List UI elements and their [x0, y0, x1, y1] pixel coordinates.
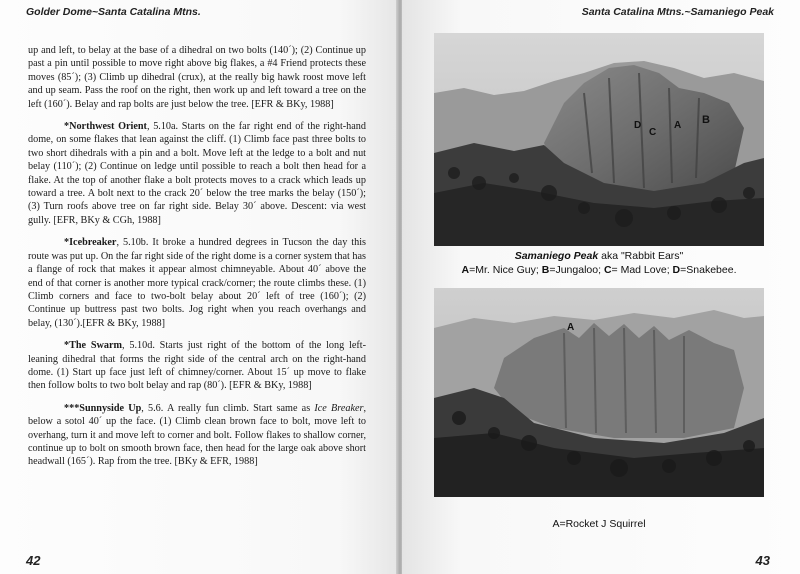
route-name: *The Swarm [64, 340, 123, 352]
photo1-caption-key [434, 264, 764, 276]
route-name: *Icebreaker [64, 237, 117, 249]
key-sep: = [611, 264, 621, 276]
route-reference: Ice Breaker [314, 402, 364, 414]
photo2-caption: A=Rocket J Squirrel [552, 518, 646, 530]
photo1-label-a: A [674, 120, 682, 131]
peak-name: Samaniego Peak [514, 250, 599, 262]
photo1-label-b: B [702, 114, 710, 126]
photo1-caption-title [434, 250, 764, 262]
peak-aka: aka "Rabbit Ears" [598, 250, 684, 262]
photo-samaniego-peak [434, 33, 764, 246]
route-text-continued: , below a sotol 40´ up the face. (1) Climb clean brown face to bolt, move left to overhang, turn it and move left to corner and bolt. Follow flakes to shallow corner, continue up to bolt on smooth brown face, then head for the large oak above short headwall (165´). Rap from the tree. [BKy & EFR, 1988] [28, 402, 366, 468]
route-text: , 5.10b. It broke a hundred degrees in Tucson the day this route was put up. On the far right side of the right dome is a corner system that has a flange of rock that makes it appear almost chimneyable. About 40´ above the end of that corner is another more typical crack/corner; the route climbs these. (1) Climb corners and face to two-bolt belay about 20´ left of tree (160´); (2) Continue up buttress past two bolts. Jog right when you reach overhangs and belay, (130´).[EFR & BKy, 1988] [28, 237, 366, 329]
paragraph-text: up and left, to belay at the base of a dihedral on two bolts (140´); (2) Continue up past a pin until possible to move right above big flakes, a #4 Friend protects these moves (85´); (3) Climb up dihedral (crux), at the really big hawk roost move left and up seam. Pass the roof on the right, then work up and left toward a tree on the left (160´). Belay and rap bolts are just below the tree. [EFR & BKy, 1988] [28, 45, 366, 110]
route-the-swarm [28, 339, 366, 393]
route-icebreaker [28, 236, 366, 330]
key-letter: A [461, 264, 470, 276]
route-text: , 5.6. A really fun climb. Start same as [141, 402, 315, 414]
route-northwest-orient [28, 120, 366, 227]
route-text: , 5.10a. Starts on the far right end of the right-hand dome, on some flakes that lean against the cliff. (1) Climb face past three bolts to two short dihedrals with a pin and a bolt. Move left at the ledge to a bolt and nut belay (110´); (2) Continue on ledge until possible to reach a bolt then head for a flake. At the top of another flake a bolt protects moves to a crack which leads up toward a tree. A bolt next to the crack 20´ below the tree marks the belay (150´); (3) Turn roofs above tree on far right side. Belay 30´ above. Descent: via west gully. [EFR, BKy & CGh, 1988] [28, 121, 366, 226]
key-letter: D [672, 264, 681, 276]
photo2-label-a: A [567, 322, 575, 333]
key-route: Jungaloo; [555, 264, 604, 276]
right-page [402, 0, 800, 574]
running-head-left: Golder Dome~Santa Catalina Mtns. [26, 6, 201, 18]
route-name: ***Sunnyside Up [64, 402, 142, 414]
running-head-right: Santa Catalina Mtns.~Samaniego Peak [581, 6, 774, 18]
key-route: Snakebee. [686, 264, 737, 276]
key-sep: = [549, 264, 556, 276]
photo-rocket-j-squirrel-image [434, 288, 764, 497]
route-name: *Northwest Orient [64, 121, 147, 133]
key-route: Mr. Nice Guy; [475, 264, 542, 276]
key-letter: B [541, 264, 550, 276]
route-descriptions [28, 44, 366, 478]
left-page [0, 0, 398, 574]
route-sunnyside-up [28, 402, 366, 469]
photo1-label-d: D [634, 120, 642, 131]
photo1-label-c: C [649, 127, 657, 138]
paragraph-continuation [28, 44, 366, 111]
key-sep: = [680, 264, 687, 276]
route-text: , 5.10d. Starts just right of the bottom of the long left-leaning dihedral that forms the right side of the central arch on the right-hand dome. (1) Start up face just left of chimney/corner. About 15´ up move to flake then follow bolts to two bolt belay and rap (80´). [EFR & BKy, 1988] [28, 340, 367, 392]
key-route: Mad Love; [620, 264, 673, 276]
photo-samaniego-peak-image [434, 33, 764, 246]
photo-rocket-j-squirrel [434, 288, 764, 497]
key-sep: = [469, 264, 476, 276]
page-number-right: 43 [755, 553, 770, 568]
page-number-left: 42 [26, 553, 41, 568]
key-letter: C [603, 264, 612, 276]
